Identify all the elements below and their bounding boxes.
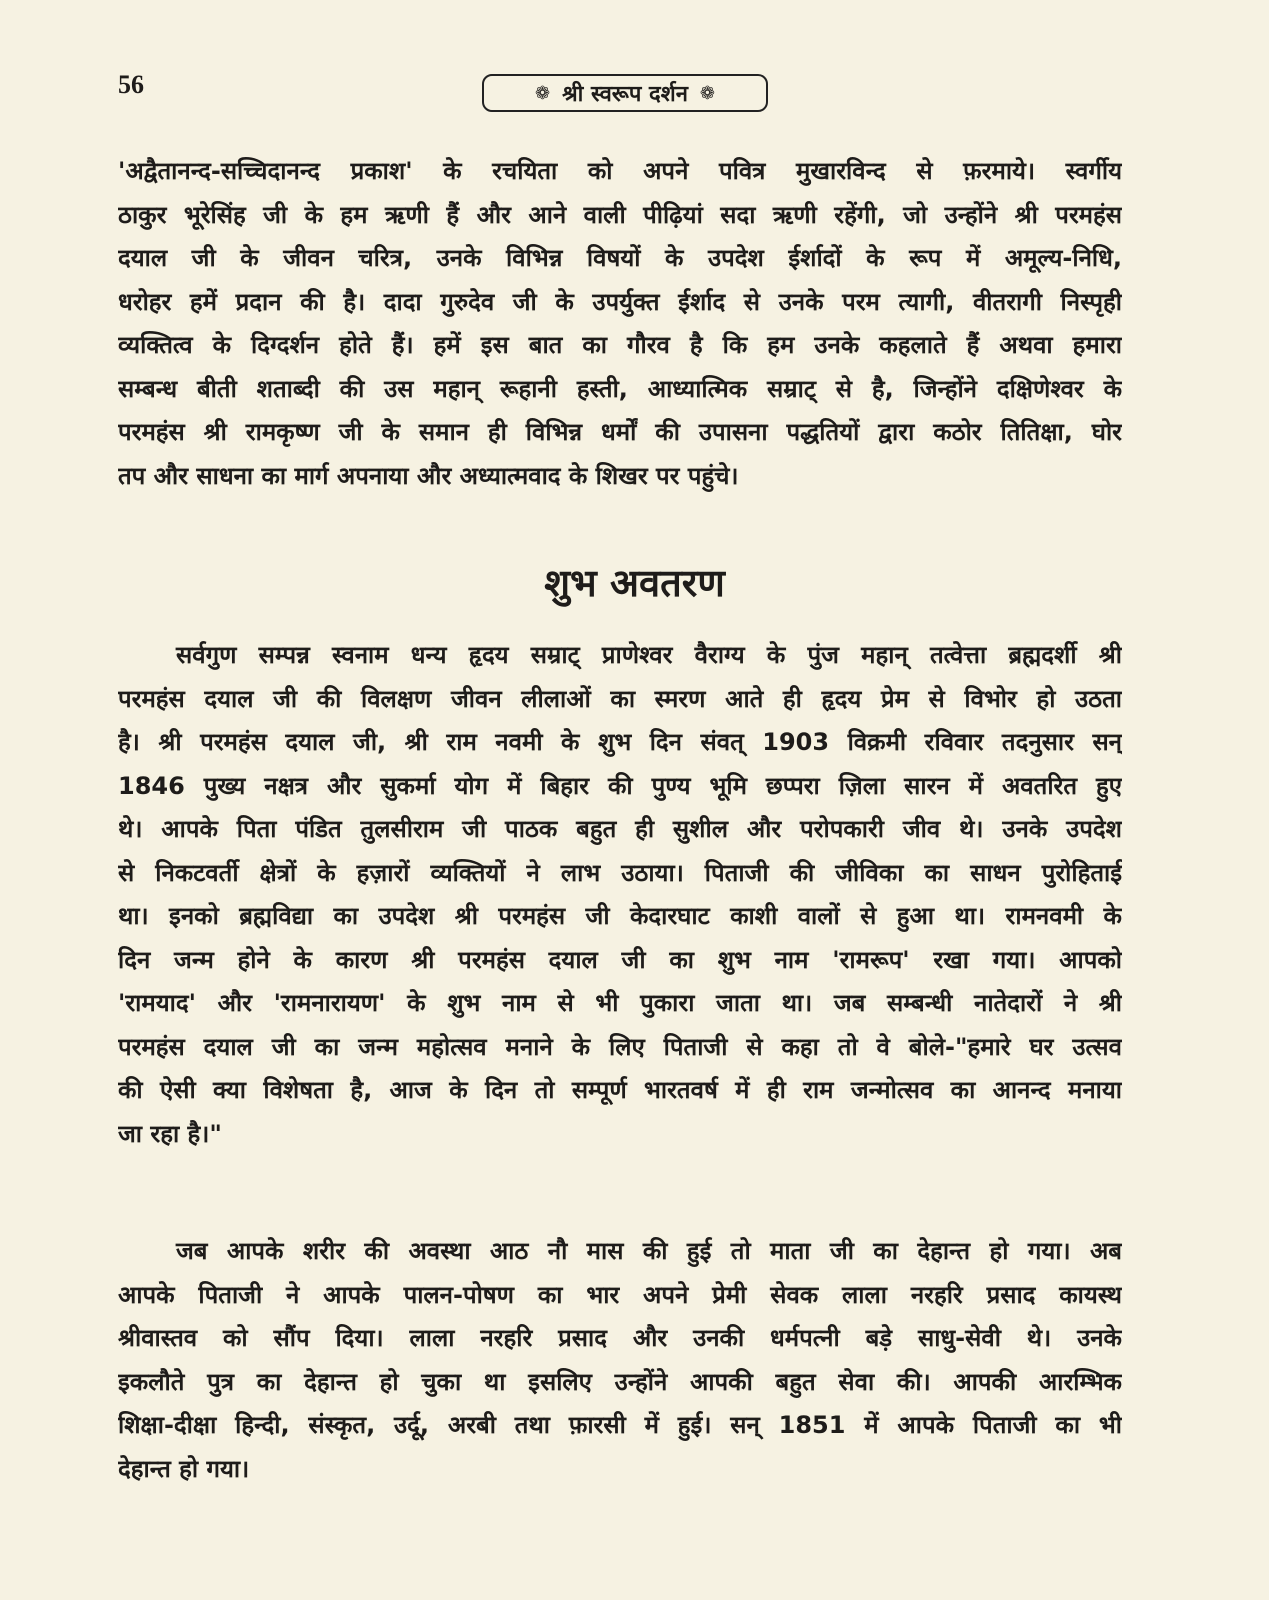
- text-line: की ऐसी क्या विशेषता है, आज के दिन तो सम्पूर्ण भारतवर्ष में ही राम जन्मोत्सव का आनन्द मनाया: [118, 1076, 1122, 1104]
- text-line: ठाकुर भूरेसिंह जी के हम ऋणी हैं और आने वाली पीढ़ियां सदा ऋणी रहेंगी, जो उन्होंने श्री परमहंस: [118, 200, 1122, 229]
- text-line: दयाल जी के जीवन चरित्र, उनके विभिन्न विषयों के उपदेश ईर्शादों के रूप में अमूल्य-निधि,: [118, 244, 1122, 272]
- text-line: शिक्षा-दीक्षा हिन्दी, संस्कृत, उर्दू, अरबी तथा फ़ारसी में हुई। सन् 1851 में आपके पिताजी का भी: [118, 1411, 1122, 1439]
- text-line: 'अद्वैतानन्द-सच्चिदानन्द प्रकाश' के रचयिता को अपने पवित्र मुखारविन्द से फ़रमाये। स्वर्गीय: [118, 157, 1122, 185]
- text-line: आपके पिताजी ने आपके पालन-पोषण का भार अपने प्रेमी सेवक लाला नरहरि प्रसाद कायस्थ: [118, 1280, 1122, 1309]
- text-line: 'रामयाद' और 'रामनारायण' के शुभ नाम से भी पुकारा जाता था। जब सम्बन्धी नातेदारों ने श्री: [118, 989, 1122, 1017]
- text-line: परमहंस श्री रामकृष्ण जी के समान ही विभिन्न धर्मों की उपासना पद्धतियों द्वारा कठोर तितिक्षा, घोर: [118, 418, 1122, 446]
- text-line: सर्वगुण सम्पन्न स्वनाम धन्य हृदय सम्राट् प्राणेश्वर वैराग्य के पुंज महान् तत्वेत्ता ब्रह्मदर्शी श्री: [176, 641, 1122, 669]
- text-line: है। श्री परमहंस दयाल जी, श्री राम नवमी के शुभ दिन संवत् 1903 विक्रमी रविवार तदनुसार सन्: [118, 728, 1122, 756]
- text-line: था। इनको ब्रह्मविद्या का उपदेश श्री परमहंस जी केदारघाट काशी वालों से हुआ था। रामनवमी के: [118, 902, 1122, 930]
- text-line: जा रहा है।": [118, 1119, 222, 1148]
- page-number: 56: [118, 70, 144, 99]
- text-line: दिन जन्म होने के कारण श्री परमहंस दयाल जी का शुभ नाम 'रामरूप' रखा गया। आपको: [118, 945, 1122, 974]
- text-line: परमहंस दयाल जी का जन्म महोत्सव मनाने के लिए पिताजी से कहा तो वे बोले-"हमारे घर उत्सव: [118, 1032, 1122, 1061]
- text-line: धरोहर हमें प्रदान की है। दादा गुरुदेव जी के उपर्युक्त ईर्शाद से उनके परम त्यागी, वीतरागी निस्पृही: [118, 287, 1122, 316]
- flower-ornament-icon: ❁: [534, 82, 551, 104]
- text-line: परमहंस दयाल जी की विलक्षण जीवन लीलाओं का स्मरण आते ही हृदय प्रेम से विभोर हो उठता: [118, 684, 1122, 713]
- paragraph-1: [118, 150, 1122, 498]
- text-line: थे। आपके पिता पंडित तुलसीराम जी पाठक बहुत ही सुशील और परोपकारी जीव थे। उनके उपदेश: [118, 815, 1122, 843]
- paragraph-3: [118, 1230, 1122, 1491]
- text-line: श्रीवास्तव को सौंप दिया। लाला नरहरि प्रसाद और उनकी धर्मपत्नी बड़े साधु-सेवी थे। उनके: [118, 1324, 1122, 1352]
- paragraph-2: [118, 634, 1122, 1156]
- text-line: इकलौते पुत्र का देहान्त हो चुका था इसलिए उन्होंने आपकी बहुत सेवा की। आपकी आरम्भिक: [118, 1367, 1122, 1396]
- text-line: से निकटवर्ती क्षेत्रों के हज़ारों व्यक्तियों ने लाभ उठाया। पिताजी की जीविका का साधन पुरोहिताई: [118, 858, 1122, 887]
- text-line: सम्बन्ध बीती शताब्दी की उस महान् रूहानी हस्ती, आध्यात्मिक सम्राट् से है, जिन्होंने दक्षिणेश्वर के: [118, 374, 1122, 403]
- flower-ornament-icon: ❁: [699, 82, 715, 104]
- text-line: 1846 पुख्य नक्षत्र और सुकर्मा योग में बिहार की पुण्य भूमि छप्परा ज़िला सारन में अवतरित हुए: [118, 771, 1122, 800]
- text-line: व्यक्तित्व के दिग्दर्शन होते हैं। हमें इस बात का गौरव है कि हम उनके कहलाते हैं अथवा हमारा: [118, 331, 1122, 359]
- text-line: देहान्त हो गया।: [118, 1454, 250, 1483]
- running-header: [482, 74, 768, 112]
- text-line: जब आपके शरीर की अवस्था आठ नौ मास की हुई तो माता जी का देहान्त हो गया। अब: [176, 1237, 1122, 1265]
- text-line: तप और साधना का मार्ग अपनाया और अध्यात्मवाद के शिखर पर पहुंचे।: [118, 461, 739, 490]
- running-title: श्री स्वरूप दर्शन: [562, 82, 688, 107]
- section-heading: शुभ अवतरण: [544, 561, 725, 605]
